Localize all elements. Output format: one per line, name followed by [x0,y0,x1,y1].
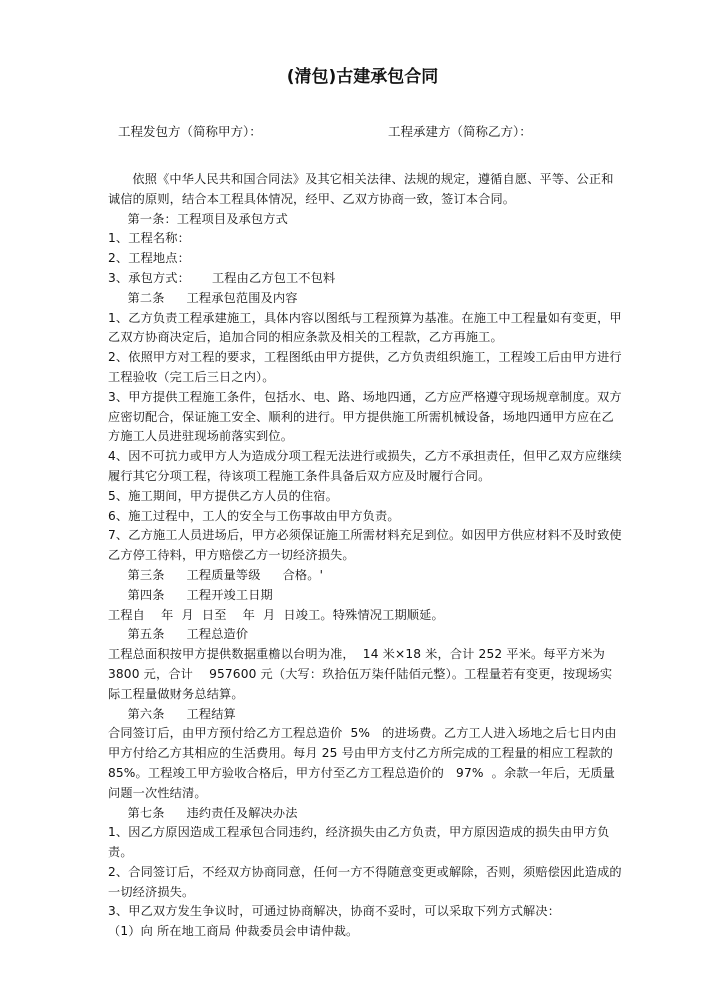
article-2-item-2: 2、依照甲方对工程的要求，工程图纸由甲方提供，乙方负责组织施工，工程竣工后由甲方进行工程验收（完工后三日之内）。 [108,350,622,384]
article-4-heading [108,586,623,606]
article-1-item-3-value: 工程由乙方包工不包料 [211,270,336,285]
article-3-value: 合格。' [282,567,324,582]
article-1-heading: 第一条：工程项目及承包方式 [127,211,288,226]
article-2-item-4: 4、因不可抗力或甲方人为造成分项工程无法进行或损失，乙方不承担责任，但甲乙双方应继续履行其它分项工程，待该项工程施工条件具备后双方应及时履行合同。 [108,449,622,483]
article-1-item-2: 2、工程地点： [108,251,190,266]
article-3-heading [108,566,623,586]
article-6-heading [108,705,623,725]
article-7-num: 第七条 [127,805,165,820]
article-7-item-1: 1、因乙方原因造成工程承包合同违约，经济损失由乙方负责，甲方原因造成的损失由甲方负责。 [108,825,610,860]
article-7-heading [108,804,623,824]
article-7-title: 违约责任及解决办法 [186,805,298,820]
article-6-num: 第六条 [127,706,165,721]
article-1-item-3 [108,269,623,289]
article-4-line: 工程自 年 月 日至 年 月 日竣工。特殊情况工期顺延。 [108,607,444,622]
article-6-title: 工程结算 [186,706,236,721]
article-7-item-3-1: （1）向 所在地工商局 仲裁委员会申请仲裁。 [108,924,359,939]
article-7-item-2: 2、合同签订后，不经双方协商同意，任何一方不得随意变更或解除，否则，须赔偿因此造成的一切经济损失。 [108,864,622,899]
article-2-heading [108,289,623,309]
party-a-label: 工程发包方（简称甲方）： [118,124,262,139]
article-2-title: 工程承包范围及内容 [186,290,298,305]
article-5-num: 第五条 [127,627,165,642]
article-2-item-3: 3、甲方提供工程施工条件，包括水、电、路、场地四通，乙方应严格遵守现场规章制度。双方应密切配合，保证施工安全、顺利的进行。甲方提供施工所需机械设备，场地四通甲方应在乙方施工人员进驻现场前落实到位。 [108,389,622,444]
contract-body [108,170,623,942]
article-5-line: 工程总面积按甲方提供数据重檐以台明为准， 14 米×18 米，合计 252 平米。每平方米为3800 元，合计 957600 元（大写：玖拾伍万柒仟陆佰元整）。工程量若有变更，按现场实际工程量做财务总结算。 [108,647,613,701]
article-2-item-6: 6、施工过程中，工人的安全与工伤事故由甲方负责。 [108,508,400,523]
preamble: 依照《中华人民共和国合同法》及其它相关法律、法规的规定，遵循自愿、平等、公正和诚信的原则，结合本工程具体情况，经甲、乙双方协商一致，签订本合同。 [108,172,614,206]
article-2-num: 第二条 [127,290,165,305]
article-3-title: 工程质量等级 [186,567,261,582]
article-5-heading [108,625,623,645]
party-b-label: 工程承建方（简称乙方）： [388,124,532,139]
page-title: (清包)古建承包合同 [286,67,439,87]
article-4-title: 工程开竣工日期 [186,587,273,602]
article-3-num: 第三条 [127,567,165,582]
article-4-num: 第四条 [127,587,165,602]
article-1-item-1: 1、工程名称： [108,231,190,246]
article-6-line: 合同签订后，由甲方预付给乙方工程总造价 5% 的进场费。乙方工人进入场地之后七日内由甲方付给乙方其相应的生活费用。每月 25 号由甲方支付乙方所完成的工程量的相应工程款的 85%。工程竣工甲方验收合格后，甲方付至乙方工程总造价的 97% 。余款一年后，无质量问题一次性结清。 [108,726,618,800]
article-2-item-1: 1、乙方负责工程承建施工，具体内容以图纸与工程预算为基准。在施工中工程量如有变更，甲乙双方协商决定后，追加合同的相应条款及相关的工程款，乙方再施工。 [108,310,622,345]
article-5-title: 工程总造价 [186,627,249,642]
article-2-item-7: 7、乙方施工人员进场后，甲方必须保证施工所需材料充足到位。如因甲方供应材料不及时致使乙方停工待料，甲方赔偿乙方一切经济损失。 [108,528,622,563]
article-2-item-5: 5、施工期间，甲方提供乙方人员的住宿。 [108,488,338,503]
article-7-item-3: 3、甲乙双方发生争议时，可通过协商解决，协商不妥时，可以采取下列方式解决： [108,904,561,919]
article-1-item-3-label: 3、承包方式： [108,270,190,285]
